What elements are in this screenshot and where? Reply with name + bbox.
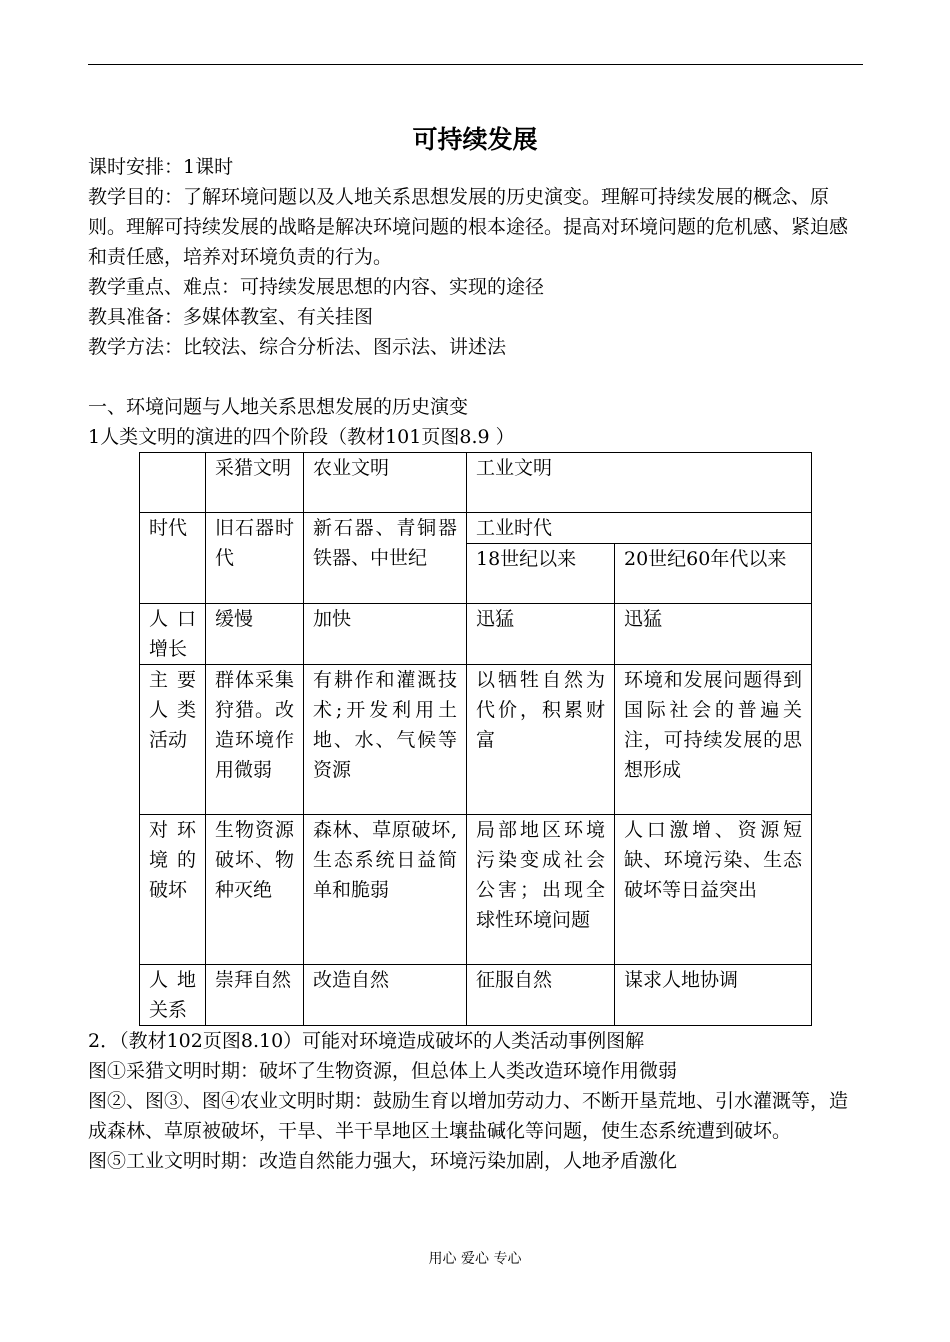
cell-hunting: 崇拜自然: [206, 965, 304, 1026]
row-label-era: 时代: [140, 513, 206, 604]
row-label: 人口增长: [140, 604, 206, 665]
cell-industrial-b: 谋求人地协调: [615, 965, 812, 1026]
cell-industrial-b: 人口激增、资源短缺、环境污染、生态破坏等日益突出: [615, 815, 812, 965]
cell-agriculture: 加快: [304, 604, 467, 665]
page-footer: 用心 爱心 专心: [428, 1251, 522, 1267]
cell-industrial-b: 环境和发展问题得到国际社会的普遍关注，可持续发展的思想形成: [615, 665, 812, 815]
table-row: [140, 665, 812, 815]
era-hunting: 旧石器时代: [206, 513, 304, 604]
header-agriculture: 农业文明: [304, 453, 467, 513]
figure-description: 图⑤工业文明时期：改造自然能力强大，环境污染加剧，人地矛盾激化: [88, 1150, 678, 1172]
cell-agriculture: 有耕作和灌溉技术;开发利用土地、水、气候等资源: [304, 665, 467, 815]
page-title: 可持续发展: [412, 125, 538, 154]
cell-industrial-b: 迅猛: [615, 604, 812, 665]
era-agriculture: 新石器、青铜器铁器、中世纪: [304, 513, 467, 604]
table-row: [140, 815, 812, 965]
figure-description: 图②、图③、图④农业文明时期：鼓励生育以增加劳动力、不断开垦荒地、引水灌溉等，造成森林、草原被破坏，干旱、半干旱地区土壤盐碱化等问题，使生态系统遭到破坏。: [88, 1090, 849, 1142]
section-heading: 一、环境问题与人地关系思想发展的历史演变: [88, 396, 469, 418]
teaching-methods: 教学方法：比较法、综合分析法、图示法、讲述法: [88, 336, 507, 358]
cell-hunting: 缓慢: [206, 604, 304, 665]
era-industrial-span: 工业时代: [467, 513, 812, 544]
cell-agriculture: 森林、草原破坏,生态系统日益简单和脆弱: [304, 815, 467, 965]
row-label: 主要人类活动: [140, 665, 206, 815]
subsection-heading: 2．（教材102页图8.10）可能对环境造成破坏的人类活动事例图解: [88, 1030, 645, 1052]
cell-hunting: 群体采集狩猎。改造环境作用微弱: [206, 665, 304, 815]
cell-industrial-a: 局部地区环境污染变成社会公害；出现全球性环境问题: [467, 815, 615, 965]
table-row: [140, 604, 812, 665]
header-rule: [88, 64, 863, 65]
civilization-stages-table: [139, 452, 812, 1026]
subsection-heading: 1人类文明的演进的四个阶段（教材101页图8.9 ）: [88, 426, 515, 448]
teaching-objectives: 教学目的：了解环境问题以及人地关系思想发展的历史演变。理解可持续发展的概念、原则。理解可持续发展的战略是解决环境问题的根本途径。提高对环境问题的危机感、紧迫感和责任感，培养对环境负责的行为。: [88, 186, 849, 268]
table-row-era: [140, 513, 812, 544]
era-industrial-b: 20世纪60年代以来: [615, 544, 812, 604]
cell-agriculture: 改造自然: [304, 965, 467, 1026]
document-body: [88, 152, 864, 1176]
era-industrial-a: 18世纪以来: [467, 544, 615, 604]
header-industrial: 工业文明: [467, 453, 812, 513]
cell-industrial-a: 迅猛: [467, 604, 615, 665]
row-label: 人地关系: [140, 965, 206, 1026]
table-corner-cell: [140, 453, 206, 513]
table-header-row: [140, 453, 812, 513]
figure-description: 图①采猎文明时期：破坏了生物资源，但总体上人类改造环境作用微弱: [88, 1060, 678, 1082]
teaching-aids: 教具准备：多媒体教室、有关挂图: [88, 306, 374, 328]
cell-hunting: 生物资源破坏、物种灭绝: [206, 815, 304, 965]
row-label: 对环境的破坏: [140, 815, 206, 965]
cell-industrial-a: 征服自然: [467, 965, 615, 1026]
lesson-schedule: 课时安排：1课时: [88, 156, 234, 178]
key-points: 教学重点、难点：可持续发展思想的内容、实现的途径: [88, 276, 545, 298]
header-hunting: 采猎文明: [206, 453, 304, 513]
cell-industrial-a: 以牺牲自然为代价，积累财富: [467, 665, 615, 815]
table-row: [140, 965, 812, 1026]
